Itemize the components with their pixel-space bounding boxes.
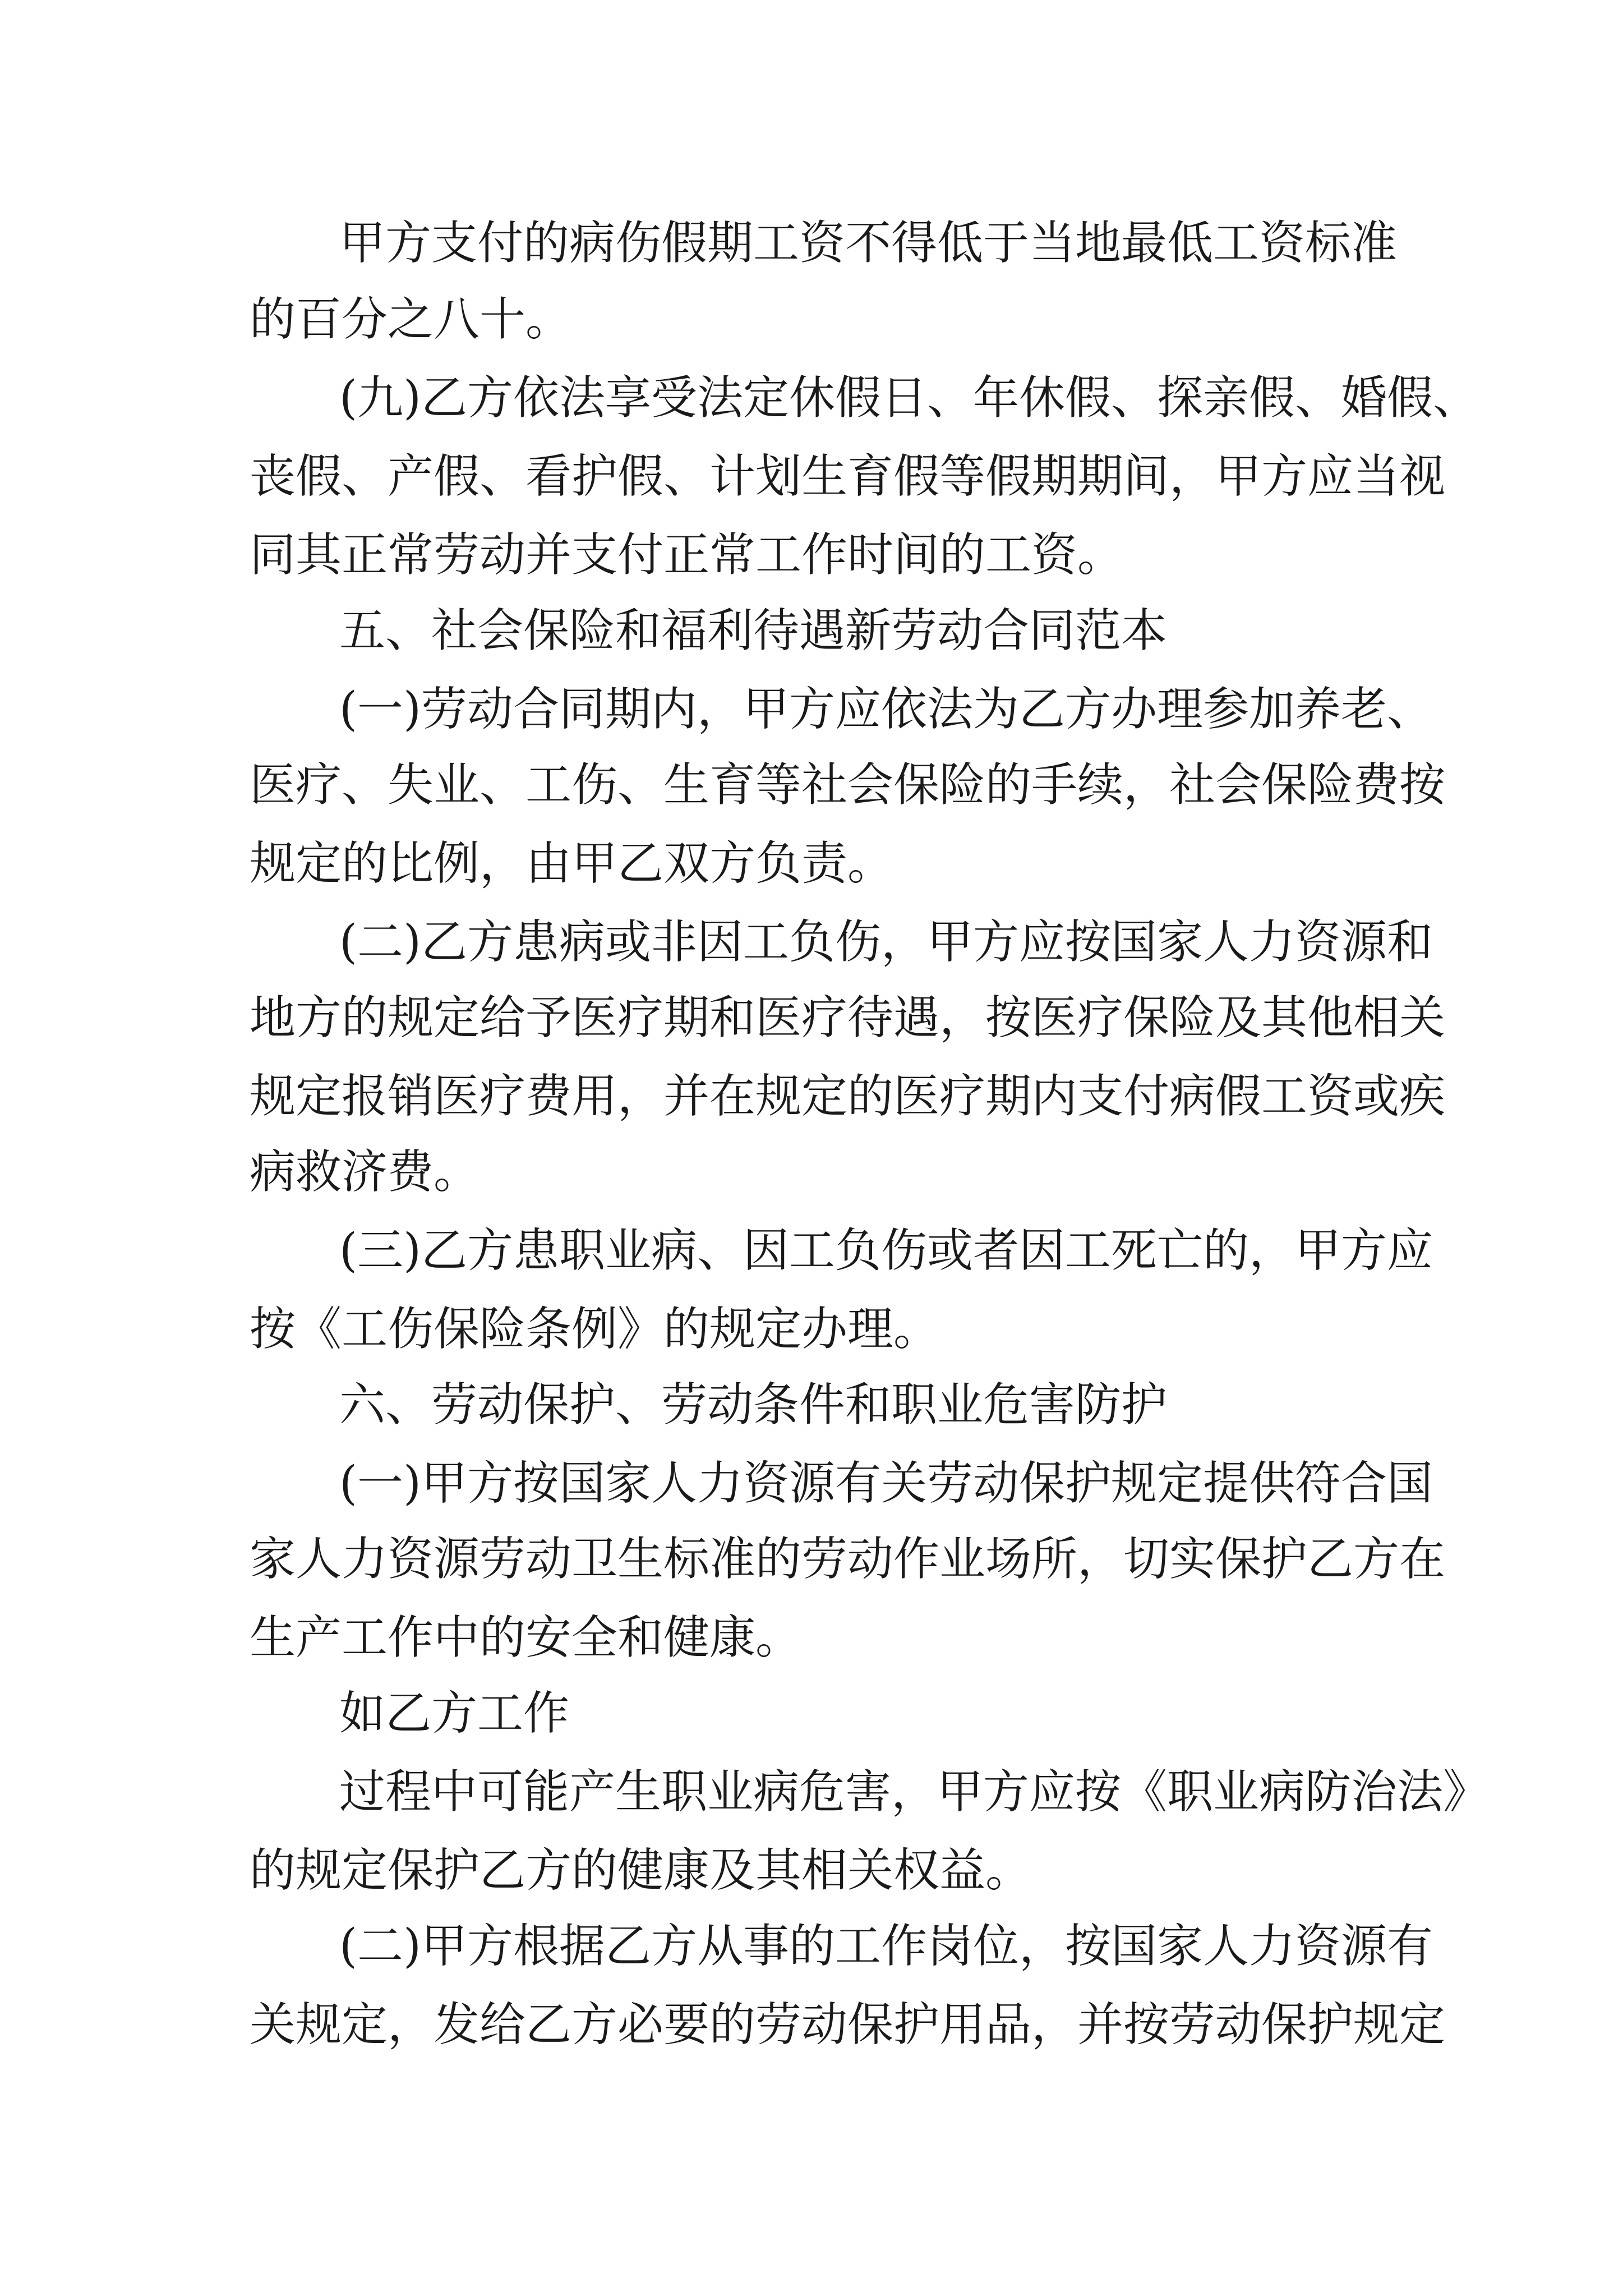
clause-line: (一)甲方按国家人力资源有关劳动保护规定提供符合国 — [339, 1457, 1433, 1510]
paragraph-line: 如乙方工作 — [339, 1687, 570, 1740]
clause-line: 关规定，发给乙方必要的劳动保护用品，并按劳动保护规定 — [250, 1998, 1446, 2051]
section-heading: 六、劳动保护、劳动条件和职业危害防护 — [339, 1378, 1168, 1432]
clause-line: 丧假、产假、看护假、计划生育假等假期期间，甲方应当视 — [250, 450, 1446, 503]
clause-line: 规定的比例，由甲乙双方负责。 — [250, 837, 894, 890]
clause-line: 同其正常劳动并支付正常工作时间的工资。 — [250, 528, 1124, 582]
clause-line: 生产工作中的安全和健康。 — [250, 1611, 802, 1664]
clause-line: 家人力资源劳动卫生标准的劳动作业场所，切实保护乙方在 — [250, 1533, 1446, 1586]
clause-line: 病救济费。 — [250, 1145, 480, 1199]
paragraph-line: 过程中可能产生职业病危害，甲方应按《职业病防治法》 — [339, 1765, 1490, 1819]
paragraph-line: 的规定保护乙方的健康及其相关权益。 — [250, 1844, 1032, 1897]
clause-line: 医疗、失业、工伤、生育等社会保险的手续，社会保险费按 — [250, 758, 1446, 812]
clause-line: 按《工伤保险条例》的规定办理。 — [250, 1303, 940, 1356]
paragraph-line: 的百分之八十。 — [250, 293, 572, 346]
clause-line: (二)乙方患病或非因工负伤，甲方应按国家人力资源和 — [339, 915, 1433, 969]
clause-line: (二)甲方根据乙方从事的工作岗位，按国家人力资源有 — [339, 1920, 1433, 1973]
clause-line: 地方的规定给予医疗期和医疗待遇，按医疗保险及其他相关 — [250, 991, 1446, 1045]
paragraph-line: 甲方支付的病伤假期工资不得低于当地最低工资标准 — [339, 217, 1398, 270]
clause-line: 规定报销医疗费用，并在规定的医疗期内支付病假工资或疾 — [250, 1070, 1446, 1123]
clause-line: (一)劳动合同期内，甲方应依法为乙方办理参加养老、 — [339, 683, 1433, 736]
section-heading: 五、社会保险和福利待遇新劳动合同范本 — [339, 604, 1168, 657]
clause-line: (九)乙方依法享受法定休假日、年休假、探亲假、婚假、 — [339, 371, 1479, 425]
clause-line: (三)乙方患职业病、因工负伤或者因工死亡的，甲方应 — [339, 1224, 1433, 1277]
